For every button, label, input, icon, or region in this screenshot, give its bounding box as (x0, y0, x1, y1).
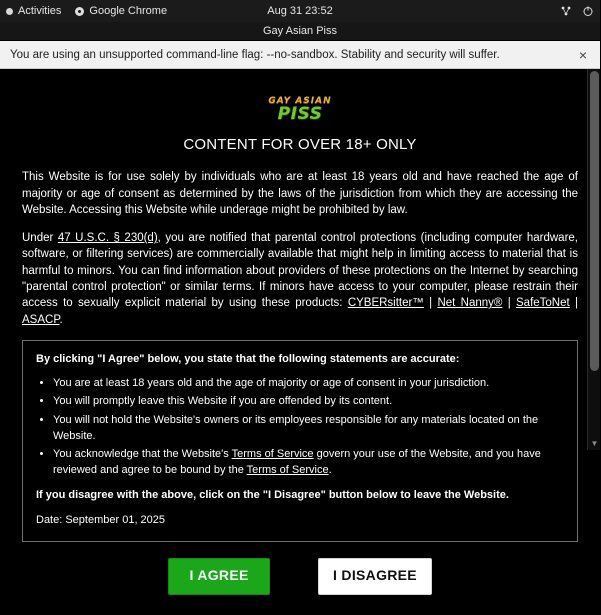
page-viewport (0, 69, 600, 583)
paragraph-age-requirement: This Website is for use solely by individuals who are at least 18 years old and have reached the age of majority or age of consent as determined by the laws of the jurisdiction from which they are accessing the Website. Accessing this Website while underage might be prohibited by law. (22, 171, 578, 216)
link-terms-of-service-2[interactable]: Terms of Service (246, 463, 329, 476)
sep-2: | (502, 297, 516, 310)
i-disagree-button[interactable]: I DISAGREE (318, 558, 432, 596)
headline: CONTENT FOR OVER 18+ ONLY (183, 135, 417, 153)
link-47-usc-230d[interactable]: 47 U.S.C. § 230(d) (57, 232, 158, 245)
page-title: Gay Asian Piss (263, 25, 337, 37)
agreement-list (36, 376, 564, 479)
logo-line-2: PISS (277, 103, 323, 124)
browser-title-bar (0, 22, 600, 41)
link-terms-of-service-1[interactable]: Terms of Service (231, 448, 314, 461)
agreement-box (22, 340, 578, 541)
power-icon[interactable] (582, 5, 594, 17)
link-safetonet[interactable]: SafeToNet (516, 297, 570, 310)
chrome-icon (75, 7, 84, 16)
system-top-bar (0, 0, 600, 22)
list-item: • You will not hold the Website's owners or its employees responsible for any materials located on the Website. (53, 413, 564, 444)
age-verification-page (0, 69, 600, 615)
scrollbar-thumb[interactable] (590, 71, 599, 371)
command-line-flag-infobar (0, 41, 600, 69)
logo-line-1: GAY ASIAN (268, 96, 332, 106)
clock[interactable]: Aug 31 23:52 (267, 5, 333, 17)
site-logo (22, 97, 578, 124)
network-icon[interactable] (560, 5, 572, 17)
scroll-down-icon[interactable]: ▼ (590, 439, 599, 448)
paragraph-parental-controls (22, 230, 578, 328)
button-row (22, 558, 578, 615)
link-net-nanny[interactable]: Net Nanny® (437, 297, 503, 310)
para2-end: . (59, 313, 63, 326)
chrome-window-button[interactable] (75, 5, 167, 17)
link-cybersitter[interactable]: CYBERsitter™ (347, 297, 424, 310)
sep-1: | (423, 297, 438, 310)
para2-pre: Under (22, 232, 58, 245)
list-item: • You will promptly leave this Website if you are offended by its content. (53, 394, 564, 410)
list-item: • You are at least 18 years old and the age of majority or age of consent in your jurisdiction. (53, 376, 564, 392)
activities-button[interactable] (6, 5, 61, 17)
activities-label: Activities (18, 5, 62, 17)
top-bar-right (560, 5, 594, 17)
link-asacp[interactable]: ASACP (22, 313, 60, 326)
para2-mid: , you are notified that parental control protections (including computer hardware, software, or filtering services) are commercially available that might help in limiting access to material that is harmful to minors. You can find information about providers of these protections on the Internet by searching "parental control protection" or similar terms. If minors have access to your computer, please restrain their access to sexually explicit material by using these products: (22, 232, 578, 310)
agreement-date: Date: September 01, 2025 (36, 514, 166, 526)
agreement-lead: By clicking "I Agree" below, you state that the following statements are accurate: (36, 353, 460, 366)
close-icon[interactable]: × (578, 46, 587, 63)
infobar-message: You are using an unsupported command-line flag: --no-sandbox. Stability and security will suffer. (10, 48, 500, 61)
top-bar-left (6, 5, 167, 17)
page-scrollbar[interactable] (587, 69, 600, 450)
i-agree-button[interactable]: I AGREE (168, 558, 270, 596)
sep-3: | (569, 297, 578, 310)
disagree-note: If you disagree with the above, click on the "I Disagree" button below to leave the Website. (36, 489, 509, 502)
list-item: • You acknowledge that the Website's Terms of Service govern your use of the Website, and you have reviewed and agree to be bound by the Terms of Service. (53, 447, 564, 478)
activities-icon (6, 8, 13, 15)
chrome-label: Google Chrome (89, 5, 168, 17)
